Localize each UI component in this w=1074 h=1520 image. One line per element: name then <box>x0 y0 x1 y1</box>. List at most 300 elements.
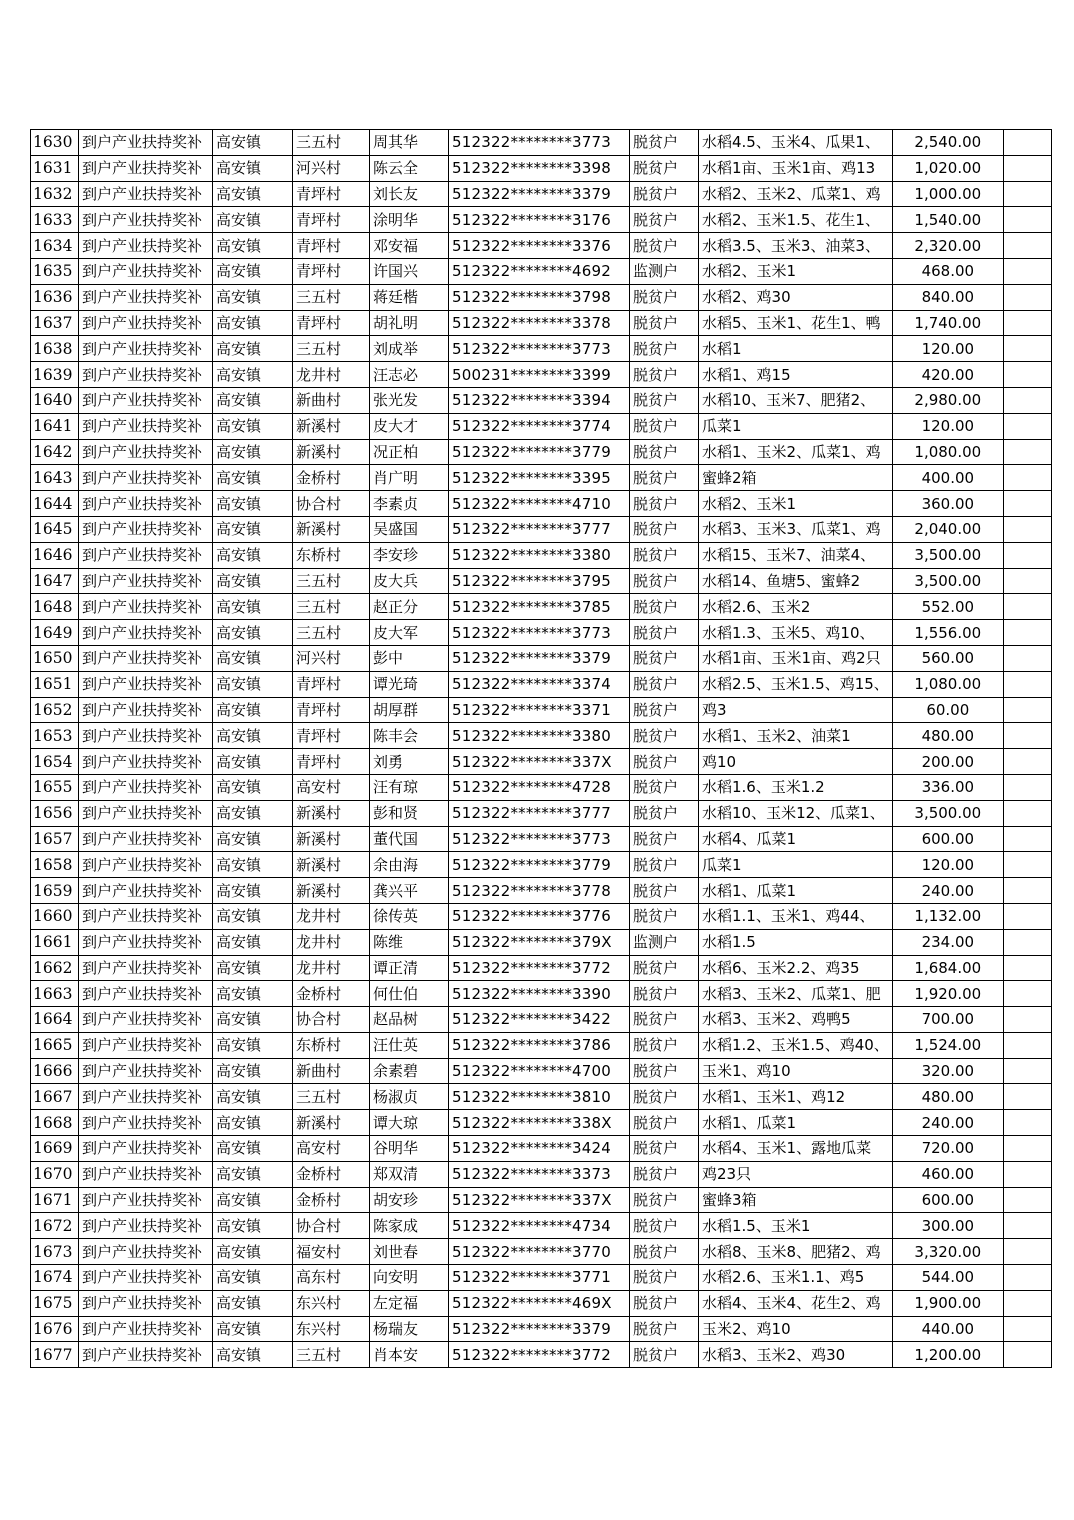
id-number-cell: 512322********3379 <box>449 645 630 671</box>
town-cell: 高安镇 <box>213 594 293 620</box>
village-cell: 三五村 <box>293 568 370 594</box>
item-name-cell: 到户产业扶持奖补 <box>79 1290 213 1316</box>
town-cell: 高安镇 <box>213 181 293 207</box>
amount-cell: 3,500.00 <box>892 568 1003 594</box>
amount-cell: 2,040.00 <box>892 516 1003 542</box>
id-number-cell: 512322********3779 <box>449 439 630 465</box>
table-row <box>31 620 1052 646</box>
subsidy-detail-cell: 鸡3 <box>699 697 893 723</box>
subsidy-detail-cell: 水稻3、玉米2、瓜菜1、肥 <box>699 981 893 1007</box>
id-number-cell: 512322********3770 <box>449 1239 630 1265</box>
row-number-cell: 1669 <box>31 1136 79 1162</box>
row-number-cell: 1647 <box>31 568 79 594</box>
person-name-cell: 刘世春 <box>370 1239 449 1265</box>
town-cell: 高安镇 <box>213 310 293 336</box>
town-cell: 高安镇 <box>213 723 293 749</box>
town-cell: 高安镇 <box>213 1239 293 1265</box>
id-number-cell: 512322********3771 <box>449 1265 630 1291</box>
amount-cell: 320.00 <box>892 1058 1003 1084</box>
table-row <box>31 723 1052 749</box>
village-cell: 河兴村 <box>293 645 370 671</box>
row-number-cell: 1641 <box>31 413 79 439</box>
item-name-cell: 到户产业扶持奖补 <box>79 1032 213 1058</box>
remarks-cell <box>1003 130 1051 156</box>
item-name-cell: 到户产业扶持奖补 <box>79 542 213 568</box>
person-name-cell: 左定福 <box>370 1290 449 1316</box>
remarks-cell <box>1003 1084 1051 1110</box>
row-number-cell: 1631 <box>31 155 79 181</box>
amount-cell: 468.00 <box>892 258 1003 284</box>
item-name-cell: 到户产业扶持奖补 <box>79 723 213 749</box>
subsidy-detail-cell: 水稻2.5、玉米1.5、鸡15、 <box>699 671 893 697</box>
remarks-cell <box>1003 491 1051 517</box>
item-name-cell: 到户产业扶持奖补 <box>79 826 213 852</box>
village-cell: 三五村 <box>293 130 370 156</box>
row-number-cell: 1640 <box>31 387 79 413</box>
amount-cell: 240.00 <box>892 878 1003 904</box>
town-cell: 高安镇 <box>213 1136 293 1162</box>
table-row <box>31 181 1052 207</box>
subsidy-detail-cell: 水稻10、玉米12、瓜菜1、 <box>699 800 893 826</box>
household-type-cell: 脱贫户 <box>630 723 699 749</box>
subsidy-detail-cell: 水稻2、玉米1 <box>699 258 893 284</box>
amount-cell: 400.00 <box>892 465 1003 491</box>
household-type-cell: 脱贫户 <box>630 645 699 671</box>
subsidy-detail-cell: 水稻4、瓜菜1 <box>699 826 893 852</box>
town-cell: 高安镇 <box>213 620 293 646</box>
table-row <box>31 465 1052 491</box>
household-type-cell: 脱贫户 <box>630 800 699 826</box>
row-number-cell: 1672 <box>31 1213 79 1239</box>
town-cell: 高安镇 <box>213 1110 293 1136</box>
table-row <box>31 903 1052 929</box>
subsidy-detail-cell: 水稻1.1、玉米1、鸡44、 <box>699 903 893 929</box>
row-number-cell: 1642 <box>31 439 79 465</box>
subsidy-table <box>30 129 1052 1368</box>
subsidy-detail-cell: 鸡23只 <box>699 1161 893 1187</box>
subsidy-detail-cell: 水稻2、玉米1.5、花生1、 <box>699 207 893 233</box>
remarks-cell <box>1003 697 1051 723</box>
person-name-cell: 赵正分 <box>370 594 449 620</box>
row-number-cell: 1637 <box>31 310 79 336</box>
row-number-cell: 1638 <box>31 336 79 362</box>
subsidy-detail-cell: 水稻3.5、玉米3、油菜3、 <box>699 233 893 259</box>
item-name-cell: 到户产业扶持奖补 <box>79 130 213 156</box>
id-number-cell: 512322********3786 <box>449 1032 630 1058</box>
village-cell: 龙井村 <box>293 903 370 929</box>
subsidy-detail-cell: 水稻1、瓜菜1 <box>699 878 893 904</box>
row-number-cell: 1657 <box>31 826 79 852</box>
town-cell: 高安镇 <box>213 1342 293 1368</box>
remarks-cell <box>1003 1032 1051 1058</box>
remarks-cell <box>1003 1007 1051 1033</box>
row-number-cell: 1666 <box>31 1058 79 1084</box>
item-name-cell: 到户产业扶持奖补 <box>79 1058 213 1084</box>
table-row <box>31 852 1052 878</box>
row-number-cell: 1668 <box>31 1110 79 1136</box>
id-number-cell: 512322********3371 <box>449 697 630 723</box>
subsidy-detail-cell: 水稻2、玉米1 <box>699 491 893 517</box>
remarks-cell <box>1003 207 1051 233</box>
remarks-cell <box>1003 181 1051 207</box>
town-cell: 高安镇 <box>213 929 293 955</box>
row-number-cell: 1645 <box>31 516 79 542</box>
item-name-cell: 到户产业扶持奖补 <box>79 1316 213 1342</box>
remarks-cell <box>1003 981 1051 1007</box>
row-number-cell: 1655 <box>31 774 79 800</box>
person-name-cell: 况正柏 <box>370 439 449 465</box>
table-row <box>31 155 1052 181</box>
amount-cell: 3,500.00 <box>892 542 1003 568</box>
row-number-cell: 1665 <box>31 1032 79 1058</box>
village-cell: 新曲村 <box>293 387 370 413</box>
subsidy-detail-cell: 水稻5、玉米1、花生1、鸭 <box>699 310 893 336</box>
id-number-cell: 512322********3424 <box>449 1136 630 1162</box>
subsidy-detail-cell: 水稻3、玉米3、瓜菜1、鸡 <box>699 516 893 542</box>
person-name-cell: 赵品树 <box>370 1007 449 1033</box>
village-cell: 龙井村 <box>293 929 370 955</box>
item-name-cell: 到户产业扶持奖补 <box>79 1342 213 1368</box>
remarks-cell <box>1003 568 1051 594</box>
item-name-cell: 到户产业扶持奖补 <box>79 645 213 671</box>
row-number-cell: 1658 <box>31 852 79 878</box>
item-name-cell: 到户产业扶持奖补 <box>79 491 213 517</box>
village-cell: 青坪村 <box>293 723 370 749</box>
remarks-cell <box>1003 258 1051 284</box>
person-name-cell: 何仕伯 <box>370 981 449 1007</box>
subsidy-detail-cell: 鸡10 <box>699 749 893 775</box>
person-name-cell: 刘勇 <box>370 749 449 775</box>
item-name-cell: 到户产业扶持奖补 <box>79 1084 213 1110</box>
subsidy-detail-cell: 水稻8、玉米8、肥猪2、鸡 <box>699 1239 893 1265</box>
household-type-cell: 脱贫户 <box>630 362 699 388</box>
household-type-cell: 脱贫户 <box>630 671 699 697</box>
amount-cell: 700.00 <box>892 1007 1003 1033</box>
town-cell: 高安镇 <box>213 1265 293 1291</box>
person-name-cell: 肖本安 <box>370 1342 449 1368</box>
town-cell: 高安镇 <box>213 1161 293 1187</box>
remarks-cell <box>1003 336 1051 362</box>
row-number-cell: 1660 <box>31 903 79 929</box>
person-name-cell: 蒋廷楷 <box>370 284 449 310</box>
subsidy-detail-cell: 水稻1亩、玉米1亩、鸡13 <box>699 155 893 181</box>
village-cell: 新溪村 <box>293 439 370 465</box>
row-number-cell: 1634 <box>31 233 79 259</box>
village-cell: 青坪村 <box>293 697 370 723</box>
person-name-cell: 胡安珍 <box>370 1187 449 1213</box>
row-number-cell: 1633 <box>31 207 79 233</box>
item-name-cell: 到户产业扶持奖补 <box>79 284 213 310</box>
household-type-cell: 脱贫户 <box>630 155 699 181</box>
household-type-cell: 脱贫户 <box>630 1007 699 1033</box>
table-row <box>31 284 1052 310</box>
item-name-cell: 到户产业扶持奖补 <box>79 1187 213 1213</box>
row-number-cell: 1673 <box>31 1239 79 1265</box>
table-row <box>31 774 1052 800</box>
row-number-cell: 1677 <box>31 1342 79 1368</box>
id-number-cell: 512322********3772 <box>449 1342 630 1368</box>
subsidy-detail-cell: 水稻1、玉米2、油菜1 <box>699 723 893 749</box>
town-cell: 高安镇 <box>213 207 293 233</box>
subsidy-detail-cell: 水稻1亩、玉米1亩、鸡2只 <box>699 645 893 671</box>
household-type-cell: 脱贫户 <box>630 620 699 646</box>
remarks-cell <box>1003 155 1051 181</box>
village-cell: 青坪村 <box>293 181 370 207</box>
household-type-cell: 脱贫户 <box>630 852 699 878</box>
item-name-cell: 到户产业扶持奖补 <box>79 1007 213 1033</box>
table-row <box>31 800 1052 826</box>
person-name-cell: 杨淑贞 <box>370 1084 449 1110</box>
household-type-cell: 脱贫户 <box>630 1136 699 1162</box>
household-type-cell: 脱贫户 <box>630 826 699 852</box>
person-name-cell: 陈丰会 <box>370 723 449 749</box>
id-number-cell: 512322********3795 <box>449 568 630 594</box>
household-type-cell: 脱贫户 <box>630 1187 699 1213</box>
remarks-cell <box>1003 413 1051 439</box>
household-type-cell: 监测户 <box>630 929 699 955</box>
remarks-cell <box>1003 929 1051 955</box>
item-name-cell: 到户产业扶持奖补 <box>79 207 213 233</box>
amount-cell: 440.00 <box>892 1316 1003 1342</box>
village-cell: 新溪村 <box>293 413 370 439</box>
remarks-cell <box>1003 1342 1051 1368</box>
person-name-cell: 谭大琼 <box>370 1110 449 1136</box>
town-cell: 高安镇 <box>213 130 293 156</box>
id-number-cell: 512322********3773 <box>449 826 630 852</box>
town-cell: 高安镇 <box>213 774 293 800</box>
subsidy-detail-cell: 水稻14、鱼塘5、蜜蜂2 <box>699 568 893 594</box>
person-name-cell: 李素贞 <box>370 491 449 517</box>
town-cell: 高安镇 <box>213 155 293 181</box>
id-number-cell: 512322********3810 <box>449 1084 630 1110</box>
village-cell: 金桥村 <box>293 981 370 1007</box>
person-name-cell: 陈家成 <box>370 1213 449 1239</box>
town-cell: 高安镇 <box>213 645 293 671</box>
amount-cell: 2,540.00 <box>892 130 1003 156</box>
id-number-cell: 512322********3785 <box>449 594 630 620</box>
town-cell: 高安镇 <box>213 1316 293 1342</box>
village-cell: 金桥村 <box>293 465 370 491</box>
household-type-cell: 脱贫户 <box>630 413 699 439</box>
subsidy-detail-cell: 水稻3、玉米2、鸡鸭5 <box>699 1007 893 1033</box>
subsidy-detail-cell: 蜜蜂3箱 <box>699 1187 893 1213</box>
amount-cell: 544.00 <box>892 1265 1003 1291</box>
amount-cell: 460.00 <box>892 1161 1003 1187</box>
person-name-cell: 汪有琼 <box>370 774 449 800</box>
table-row <box>31 439 1052 465</box>
table-row <box>31 207 1052 233</box>
remarks-cell <box>1003 723 1051 749</box>
amount-cell: 1,740.00 <box>892 310 1003 336</box>
item-name-cell: 到户产业扶持奖补 <box>79 774 213 800</box>
household-type-cell: 脱贫户 <box>630 774 699 800</box>
village-cell: 高安村 <box>293 1136 370 1162</box>
household-type-cell: 脱贫户 <box>630 1265 699 1291</box>
subsidy-detail-cell: 水稻1.5、玉米1 <box>699 1213 893 1239</box>
remarks-cell <box>1003 1136 1051 1162</box>
town-cell: 高安镇 <box>213 568 293 594</box>
table-row <box>31 1110 1052 1136</box>
table-row <box>31 362 1052 388</box>
table-row <box>31 645 1052 671</box>
subsidy-detail-cell: 瓜菜1 <box>699 852 893 878</box>
id-number-cell: 512322********3798 <box>449 284 630 310</box>
town-cell: 高安镇 <box>213 1213 293 1239</box>
subsidy-detail-cell: 水稻2、玉米2、瓜菜1、鸡 <box>699 181 893 207</box>
village-cell: 青坪村 <box>293 671 370 697</box>
id-number-cell: 512322********4692 <box>449 258 630 284</box>
item-name-cell: 到户产业扶持奖补 <box>79 1213 213 1239</box>
remarks-cell <box>1003 671 1051 697</box>
id-number-cell: 512322********3378 <box>449 310 630 336</box>
row-number-cell: 1662 <box>31 955 79 981</box>
remarks-cell <box>1003 1161 1051 1187</box>
village-cell: 金桥村 <box>293 1187 370 1213</box>
id-number-cell: 512322********3398 <box>449 155 630 181</box>
row-number-cell: 1650 <box>31 645 79 671</box>
town-cell: 高安镇 <box>213 1032 293 1058</box>
id-number-cell: 512322********4710 <box>449 491 630 517</box>
id-number-cell: 512322********337X <box>449 749 630 775</box>
village-cell: 青坪村 <box>293 749 370 775</box>
id-number-cell: 512322********3776 <box>449 903 630 929</box>
household-type-cell: 脱贫户 <box>630 568 699 594</box>
table-row <box>31 1239 1052 1265</box>
town-cell: 高安镇 <box>213 1007 293 1033</box>
item-name-cell: 到户产业扶持奖补 <box>79 233 213 259</box>
table-row <box>31 1136 1052 1162</box>
row-number-cell: 1670 <box>31 1161 79 1187</box>
remarks-cell <box>1003 852 1051 878</box>
amount-cell: 336.00 <box>892 774 1003 800</box>
id-number-cell: 512322********3394 <box>449 387 630 413</box>
row-number-cell: 1661 <box>31 929 79 955</box>
amount-cell: 1,080.00 <box>892 671 1003 697</box>
remarks-cell <box>1003 1213 1051 1239</box>
subsidy-detail-cell: 水稻15、玉米7、油菜4、 <box>699 542 893 568</box>
town-cell: 高安镇 <box>213 1058 293 1084</box>
table-row <box>31 310 1052 336</box>
item-name-cell: 到户产业扶持奖补 <box>79 336 213 362</box>
table-row <box>31 1058 1052 1084</box>
village-cell: 青坪村 <box>293 233 370 259</box>
item-name-cell: 到户产业扶持奖补 <box>79 955 213 981</box>
amount-cell: 1,132.00 <box>892 903 1003 929</box>
person-name-cell: 龚兴平 <box>370 878 449 904</box>
item-name-cell: 到户产业扶持奖补 <box>79 1161 213 1187</box>
village-cell: 新溪村 <box>293 852 370 878</box>
amount-cell: 3,500.00 <box>892 800 1003 826</box>
town-cell: 高安镇 <box>213 284 293 310</box>
amount-cell: 1,900.00 <box>892 1290 1003 1316</box>
town-cell: 高安镇 <box>213 1290 293 1316</box>
subsidy-detail-cell: 水稻1、玉米2、瓜菜1、鸡 <box>699 439 893 465</box>
subsidy-detail-cell: 蜜蜂2箱 <box>699 465 893 491</box>
row-number-cell: 1664 <box>31 1007 79 1033</box>
household-type-cell: 脱贫户 <box>630 491 699 517</box>
amount-cell: 1,020.00 <box>892 155 1003 181</box>
subsidy-detail-cell: 水稻1.2、玉米1.5、鸡40、 <box>699 1032 893 1058</box>
village-cell: 金桥村 <box>293 1161 370 1187</box>
item-name-cell: 到户产业扶持奖补 <box>79 594 213 620</box>
person-name-cell: 皮大才 <box>370 413 449 439</box>
table-row <box>31 749 1052 775</box>
table-row <box>31 929 1052 955</box>
item-name-cell: 到户产业扶持奖补 <box>79 929 213 955</box>
person-name-cell: 李安珍 <box>370 542 449 568</box>
table-row <box>31 1084 1052 1110</box>
item-name-cell: 到户产业扶持奖补 <box>79 800 213 826</box>
household-type-cell: 脱贫户 <box>630 903 699 929</box>
town-cell: 高安镇 <box>213 1084 293 1110</box>
household-type-cell: 脱贫户 <box>630 310 699 336</box>
person-name-cell: 汪志必 <box>370 362 449 388</box>
remarks-cell <box>1003 362 1051 388</box>
household-type-cell: 脱贫户 <box>630 1316 699 1342</box>
village-cell: 三五村 <box>293 1342 370 1368</box>
household-type-cell: 脱贫户 <box>630 465 699 491</box>
id-number-cell: 512322********3390 <box>449 981 630 1007</box>
id-number-cell: 512322********4700 <box>449 1058 630 1084</box>
person-name-cell: 郑双清 <box>370 1161 449 1187</box>
amount-cell: 600.00 <box>892 1187 1003 1213</box>
village-cell: 三五村 <box>293 336 370 362</box>
remarks-cell <box>1003 1239 1051 1265</box>
household-type-cell: 脱贫户 <box>630 284 699 310</box>
id-number-cell: 512322********3773 <box>449 130 630 156</box>
person-name-cell: 余素碧 <box>370 1058 449 1084</box>
village-cell: 新溪村 <box>293 1110 370 1136</box>
person-name-cell: 谭正清 <box>370 955 449 981</box>
person-name-cell: 谭光琦 <box>370 671 449 697</box>
amount-cell: 1,540.00 <box>892 207 1003 233</box>
table-row <box>31 594 1052 620</box>
table-row <box>31 697 1052 723</box>
subsidy-detail-cell: 水稻4、玉米4、花生2、鸡 <box>699 1290 893 1316</box>
amount-cell: 1,080.00 <box>892 439 1003 465</box>
person-name-cell: 肖广明 <box>370 465 449 491</box>
subsidy-detail-cell: 玉米2、鸡10 <box>699 1316 893 1342</box>
amount-cell: 1,556.00 <box>892 620 1003 646</box>
row-number-cell: 1646 <box>31 542 79 568</box>
remarks-cell <box>1003 1110 1051 1136</box>
town-cell: 高安镇 <box>213 491 293 517</box>
village-cell: 高安村 <box>293 774 370 800</box>
table-row <box>31 1187 1052 1213</box>
table-row <box>31 336 1052 362</box>
household-type-cell: 脱贫户 <box>630 387 699 413</box>
id-number-cell: 512322********3176 <box>449 207 630 233</box>
id-number-cell: 512322********3379 <box>449 1316 630 1342</box>
id-number-cell: 512322********337X <box>449 1187 630 1213</box>
village-cell: 青坪村 <box>293 258 370 284</box>
remarks-cell <box>1003 233 1051 259</box>
remarks-cell <box>1003 826 1051 852</box>
item-name-cell: 到户产业扶持奖补 <box>79 749 213 775</box>
person-name-cell: 许国兴 <box>370 258 449 284</box>
table-row <box>31 1161 1052 1187</box>
table-row <box>31 826 1052 852</box>
amount-cell: 1,200.00 <box>892 1342 1003 1368</box>
row-number-cell: 1632 <box>31 181 79 207</box>
table-row <box>31 1007 1052 1033</box>
id-number-cell: 512322********3774 <box>449 413 630 439</box>
item-name-cell: 到户产业扶持奖补 <box>79 878 213 904</box>
item-name-cell: 到户产业扶持奖补 <box>79 1239 213 1265</box>
table-row <box>31 387 1052 413</box>
row-number-cell: 1675 <box>31 1290 79 1316</box>
item-name-cell: 到户产业扶持奖补 <box>79 1265 213 1291</box>
